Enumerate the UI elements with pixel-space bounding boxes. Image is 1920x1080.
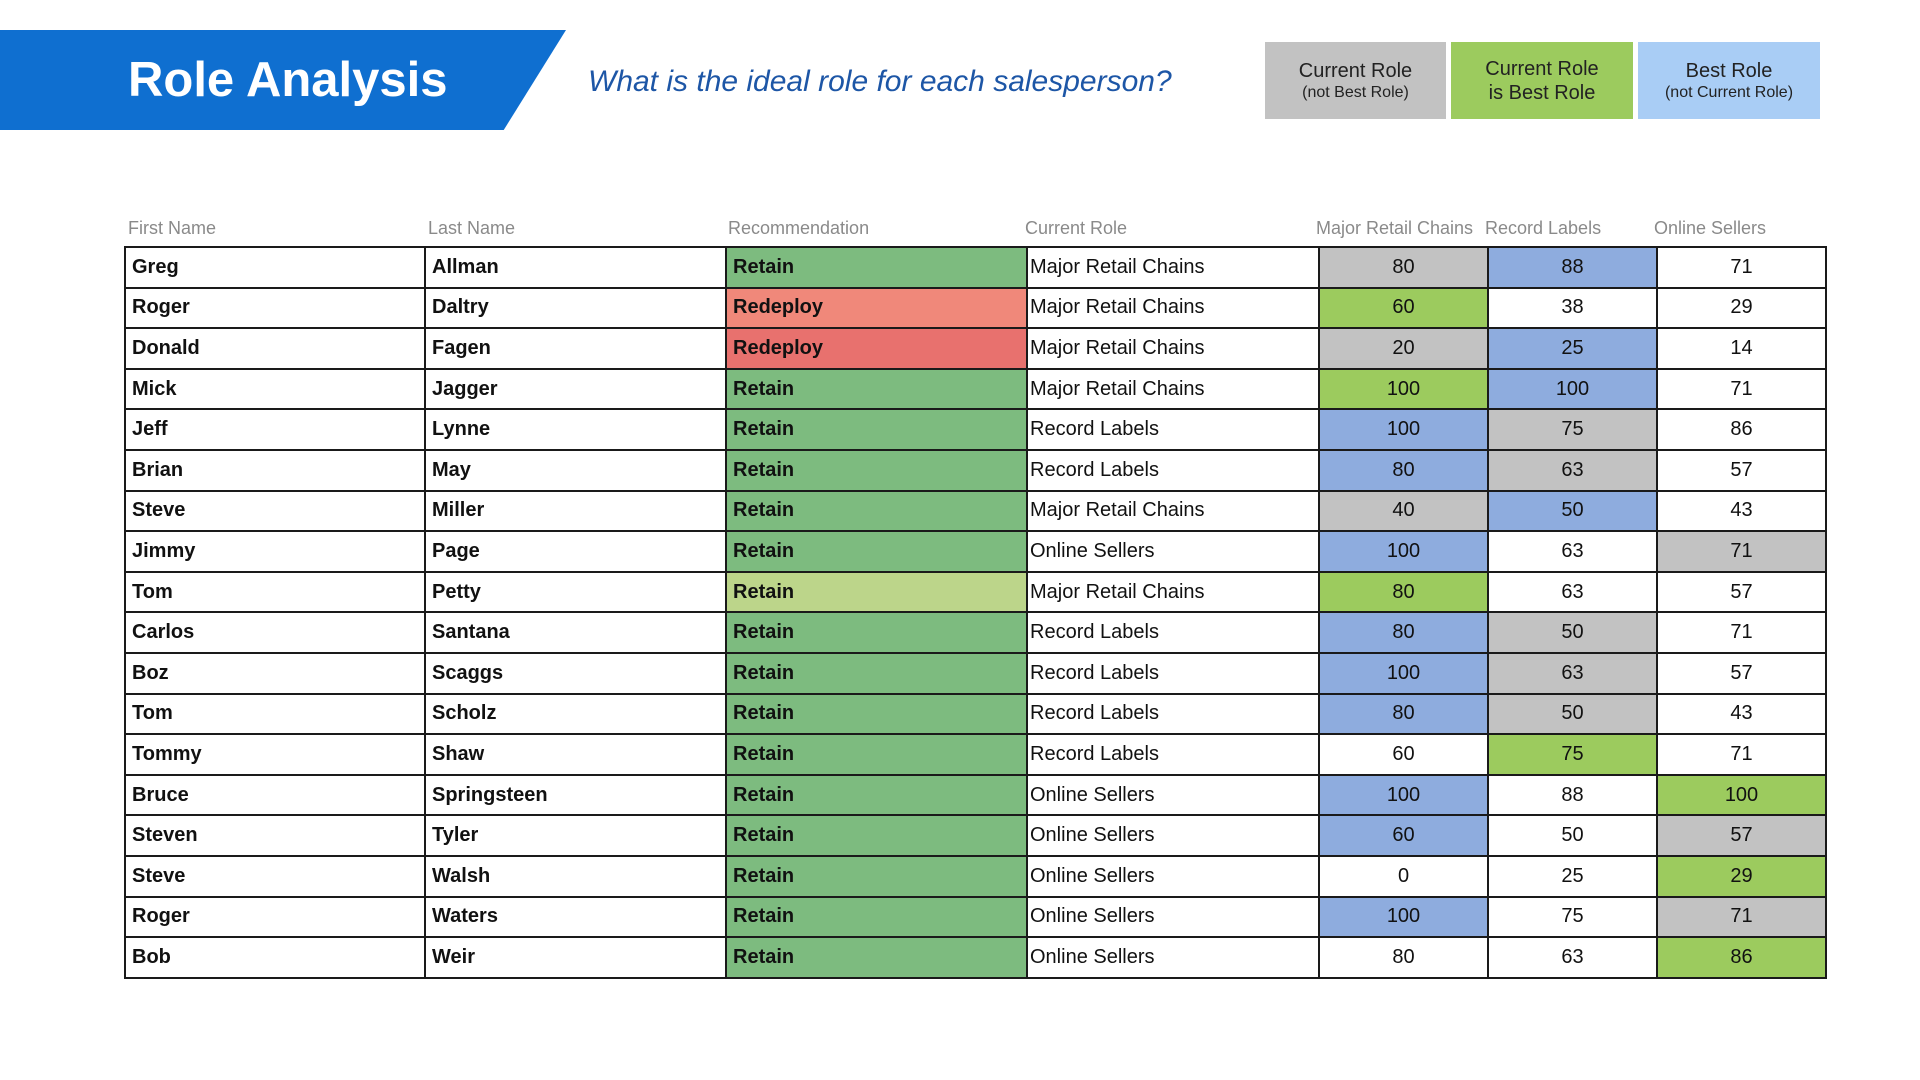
online-sellers-score: 71: [1657, 897, 1826, 938]
online-sellers-score: 86: [1657, 409, 1826, 450]
legend-current-is-best: [1451, 42, 1633, 119]
record-labels-score: 100: [1488, 369, 1657, 410]
last-name-cell: Shaw: [425, 734, 726, 775]
first-name-cell: Mick: [125, 369, 425, 410]
last-name-cell: Walsh: [425, 856, 726, 897]
table-row: [125, 815, 1826, 856]
table-row: [125, 775, 1826, 816]
header-last-name: Last Name: [428, 218, 516, 238]
last-name-cell: Lynne: [425, 409, 726, 450]
current-role-cell: Record Labels: [1027, 734, 1319, 775]
recommendation-cell: Retain: [726, 531, 1027, 572]
current-role-cell: Online Sellers: [1027, 856, 1319, 897]
current-role-cell: Major Retail Chains: [1027, 247, 1319, 288]
record-labels-score: 38: [1488, 288, 1657, 329]
recommendation-cell: Retain: [726, 775, 1027, 816]
major-retail-chains-score: 0: [1319, 856, 1488, 897]
current-role-cell: Record Labels: [1027, 653, 1319, 694]
first-name-cell: Jimmy: [125, 531, 425, 572]
table-row: [125, 409, 1826, 450]
online-sellers-score: 100: [1657, 775, 1826, 816]
recommendation-cell: Retain: [726, 937, 1027, 978]
last-name-cell: May: [425, 450, 726, 491]
legend-label: Best Role: [1685, 59, 1773, 82]
current-role-cell: Online Sellers: [1027, 531, 1319, 572]
header-current-role: Current Role: [1025, 218, 1128, 238]
major-retail-chains-score: 100: [1319, 897, 1488, 938]
record-labels-score: 50: [1488, 694, 1657, 735]
first-name-cell: Brian: [125, 450, 425, 491]
first-name-cell: Bruce: [125, 775, 425, 816]
current-role-cell: Major Retail Chains: [1027, 369, 1319, 410]
last-name-cell: Page: [425, 531, 726, 572]
online-sellers-score: 57: [1657, 653, 1826, 694]
major-retail-chains-score: 60: [1319, 815, 1488, 856]
online-sellers-score: 43: [1657, 491, 1826, 532]
last-name-cell: Petty: [425, 572, 726, 613]
table-row: [125, 328, 1826, 369]
first-name-cell: Roger: [125, 288, 425, 329]
page-title: Role Analysis: [128, 53, 448, 107]
first-name-cell: Steve: [125, 856, 425, 897]
online-sellers-score: 43: [1657, 694, 1826, 735]
major-retail-chains-score: 80: [1319, 937, 1488, 978]
last-name-cell: Fagen: [425, 328, 726, 369]
header-record-labels: Record Labels: [1485, 218, 1602, 238]
last-name-cell: Allman: [425, 247, 726, 288]
header-online-sellers: Online Sellers: [1654, 218, 1767, 238]
table-row: [125, 572, 1826, 613]
recommendation-cell: Retain: [726, 450, 1027, 491]
current-role-cell: Record Labels: [1027, 409, 1319, 450]
major-retail-chains-score: 60: [1319, 734, 1488, 775]
online-sellers-score: 29: [1657, 288, 1826, 329]
recommendation-cell: Retain: [726, 897, 1027, 938]
record-labels-score: 88: [1488, 775, 1657, 816]
table-row: [125, 247, 1826, 288]
online-sellers-score: 71: [1657, 531, 1826, 572]
last-name-cell: Weir: [425, 937, 726, 978]
record-labels-score: 75: [1488, 409, 1657, 450]
major-retail-chains-score: 20: [1319, 328, 1488, 369]
record-labels-score: 50: [1488, 815, 1657, 856]
major-retail-chains-score: 80: [1319, 694, 1488, 735]
major-retail-chains-score: 100: [1319, 775, 1488, 816]
table-row: [125, 369, 1826, 410]
online-sellers-score: 29: [1657, 856, 1826, 897]
first-name-cell: Carlos: [125, 612, 425, 653]
first-name-cell: Steven: [125, 815, 425, 856]
online-sellers-score: 57: [1657, 815, 1826, 856]
recommendation-cell: Retain: [726, 815, 1027, 856]
first-name-cell: Greg: [125, 247, 425, 288]
current-role-cell: Major Retail Chains: [1027, 491, 1319, 532]
first-name-cell: Tommy: [125, 734, 425, 775]
major-retail-chains-score: 100: [1319, 369, 1488, 410]
major-retail-chains-score: 40: [1319, 491, 1488, 532]
recommendation-cell: Retain: [726, 612, 1027, 653]
current-role-cell: Online Sellers: [1027, 897, 1319, 938]
current-role-cell: Major Retail Chains: [1027, 572, 1319, 613]
recommendation-cell: Retain: [726, 247, 1027, 288]
role-table: [124, 246, 1827, 979]
online-sellers-score: 14: [1657, 328, 1826, 369]
legend-sublabel: (not Current Role): [1664, 83, 1794, 101]
table-row: [125, 734, 1826, 775]
last-name-cell: Jagger: [425, 369, 726, 410]
table-row: [125, 937, 1826, 978]
table-row: [125, 491, 1826, 532]
table-row: [125, 531, 1826, 572]
header-major-retail-chains: Major Retail Chains: [1316, 218, 1474, 238]
online-sellers-score: 71: [1657, 247, 1826, 288]
record-labels-score: 63: [1488, 531, 1657, 572]
record-labels-score: 25: [1488, 328, 1657, 369]
legend-current-not-best: [1265, 42, 1446, 119]
table-row: [125, 450, 1826, 491]
table-row: [125, 288, 1826, 329]
online-sellers-score: 71: [1657, 612, 1826, 653]
first-name-cell: Bob: [125, 937, 425, 978]
current-role-cell: Online Sellers: [1027, 815, 1319, 856]
recommendation-cell: Retain: [726, 491, 1027, 532]
last-name-cell: Daltry: [425, 288, 726, 329]
legend-label: Current Role: [1485, 57, 1599, 80]
header-first-name: First Name: [128, 218, 217, 238]
table-row: [125, 856, 1826, 897]
table-row: [125, 612, 1826, 653]
legend-sublabel: is Best Role: [1488, 81, 1596, 104]
first-name-cell: Tom: [125, 572, 425, 613]
current-role-cell: Record Labels: [1027, 694, 1319, 735]
recommendation-cell: Retain: [726, 694, 1027, 735]
recommendation-cell: Retain: [726, 409, 1027, 450]
record-labels-score: 50: [1488, 491, 1657, 532]
recommendation-cell: Retain: [726, 856, 1027, 897]
last-name-cell: Tyler: [425, 815, 726, 856]
last-name-cell: Waters: [425, 897, 726, 938]
record-labels-score: 63: [1488, 450, 1657, 491]
major-retail-chains-score: 80: [1319, 247, 1488, 288]
record-labels-score: 88: [1488, 247, 1657, 288]
role-table-body: [125, 247, 1826, 978]
table-row: [125, 653, 1826, 694]
last-name-cell: Santana: [425, 612, 726, 653]
major-retail-chains-score: 80: [1319, 450, 1488, 491]
online-sellers-score: 57: [1657, 450, 1826, 491]
online-sellers-score: 71: [1657, 369, 1826, 410]
table-row: [125, 897, 1826, 938]
recommendation-cell: Retain: [726, 734, 1027, 775]
legend-best-not-current: [1638, 42, 1820, 119]
record-labels-score: 25: [1488, 856, 1657, 897]
last-name-cell: Miller: [425, 491, 726, 532]
major-retail-chains-score: 80: [1319, 612, 1488, 653]
record-labels-score: 75: [1488, 734, 1657, 775]
record-labels-score: 63: [1488, 653, 1657, 694]
recommendation-cell: Redeploy: [726, 328, 1027, 369]
header-recommendation: Recommendation: [728, 218, 870, 238]
recommendation-cell: Retain: [726, 653, 1027, 694]
major-retail-chains-score: 100: [1319, 531, 1488, 572]
current-role-cell: Major Retail Chains: [1027, 328, 1319, 369]
first-name-cell: Tom: [125, 694, 425, 735]
legend-label: Current Role: [1298, 59, 1413, 82]
first-name-cell: Boz: [125, 653, 425, 694]
major-retail-chains-score: 80: [1319, 572, 1488, 613]
first-name-cell: Roger: [125, 897, 425, 938]
table-row: [125, 694, 1826, 735]
record-labels-score: 50: [1488, 612, 1657, 653]
recommendation-cell: Retain: [726, 572, 1027, 613]
last-name-cell: Scholz: [425, 694, 726, 735]
online-sellers-score: 57: [1657, 572, 1826, 613]
last-name-cell: Springsteen: [425, 775, 726, 816]
major-retail-chains-score: 100: [1319, 409, 1488, 450]
online-sellers-score: 86: [1657, 937, 1826, 978]
first-name-cell: Donald: [125, 328, 425, 369]
record-labels-score: 63: [1488, 937, 1657, 978]
first-name-cell: Steve: [125, 491, 425, 532]
recommendation-cell: Redeploy: [726, 288, 1027, 329]
major-retail-chains-score: 100: [1319, 653, 1488, 694]
online-sellers-score: 71: [1657, 734, 1826, 775]
major-retail-chains-score: 60: [1319, 288, 1488, 329]
current-role-cell: Online Sellers: [1027, 775, 1319, 816]
current-role-cell: Record Labels: [1027, 450, 1319, 491]
last-name-cell: Scaggs: [425, 653, 726, 694]
record-labels-score: 63: [1488, 572, 1657, 613]
first-name-cell: Jeff: [125, 409, 425, 450]
current-role-cell: Record Labels: [1027, 612, 1319, 653]
record-labels-score: 75: [1488, 897, 1657, 938]
current-role-cell: Major Retail Chains: [1027, 288, 1319, 329]
page-subtitle: What is the ideal role for each salesperson?: [588, 65, 1172, 98]
legend-sublabel: (not Best Role): [1302, 83, 1409, 101]
recommendation-cell: Retain: [726, 369, 1027, 410]
current-role-cell: Online Sellers: [1027, 937, 1319, 978]
